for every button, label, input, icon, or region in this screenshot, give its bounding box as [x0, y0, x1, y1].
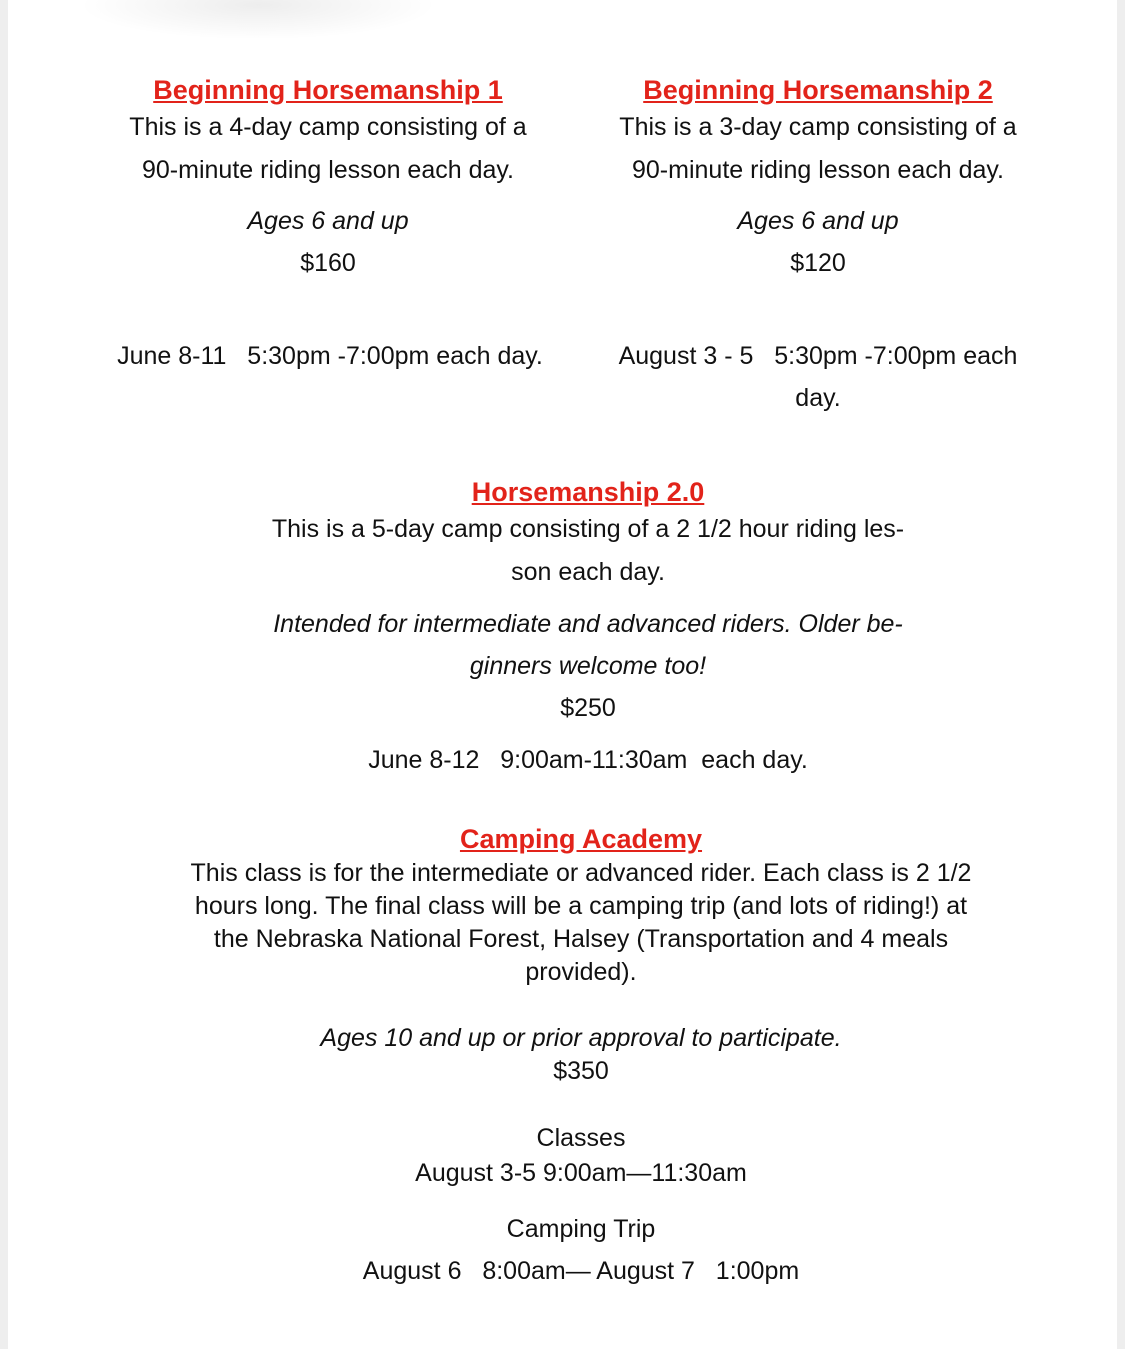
- schedule-text: June 8-12 9:00am-11:30am each day.: [368, 746, 808, 774]
- ages-text: Ages 6 and up: [247, 207, 409, 235]
- beginning-horsemanship-2-section: [568, 72, 1068, 284]
- schedule-text: day.: [795, 384, 841, 412]
- trip-schedule: August 6 8:00am— August 7 1:00pm: [362, 1257, 800, 1285]
- section-title: Camping Academy: [459, 824, 703, 854]
- description-line: This is a 5-day camp consisting of a 2 1/2 hour riding les-: [271, 515, 905, 543]
- classes-schedule: August 3-5 9:00am—11:30am: [415, 1159, 747, 1187]
- section-title: Beginning Horsemanship 1: [153, 75, 503, 105]
- description-line: 90-minute riding lesson each day.: [632, 156, 1004, 184]
- description-line: This class is for the intermediate or advanced rider. Each class is 2 1/2: [190, 859, 972, 887]
- description-line: 90-minute riding lesson each day.: [142, 156, 514, 184]
- camping-academy-section: [128, 821, 1034, 1292]
- description-line: hours long. The final class will be a camping trip (and lots of riding!) at: [194, 892, 968, 920]
- description-line: This is a 3-day camp consisting of a: [619, 113, 1017, 141]
- description-line: the Nebraska National Forest, Halsey (Transportation and 4 meals: [213, 925, 949, 953]
- description-line: provided).: [525, 958, 637, 986]
- schedule-text: August 3 - 5 5:30pm -7:00pm each: [618, 342, 1018, 370]
- intended-text: Intended for intermediate and advanced riders. Older be-: [273, 610, 903, 638]
- horsemanship-2-0-section: [188, 474, 988, 782]
- price-text: $160: [300, 249, 356, 277]
- price-text: $120: [790, 249, 846, 277]
- price-text: $350: [553, 1057, 609, 1085]
- trip-label: Camping Trip: [506, 1215, 656, 1243]
- section-title: Beginning Horsemanship 2: [643, 75, 993, 105]
- beginning-horsemanship-2-schedule: [568, 335, 1068, 419]
- description-line: son each day.: [511, 558, 665, 586]
- classes-label: Classes: [536, 1124, 626, 1152]
- price-text: $250: [560, 694, 616, 722]
- schedule-text: June 8-11 5:30pm -7:00pm each day.: [117, 342, 543, 370]
- page-shadow: [78, 0, 438, 40]
- beginning-horsemanship-1-section: [78, 72, 578, 284]
- ages-text: Ages 10 and up or prior approval to participate.: [320, 1024, 842, 1052]
- description-line: This is a 4-day camp consisting of a: [129, 113, 527, 141]
- ages-text: Ages 6 and up: [737, 207, 899, 235]
- section-title: Horsemanship 2.0: [471, 477, 705, 507]
- beginning-horsemanship-1-schedule: [80, 335, 580, 378]
- document-page: [8, 0, 1117, 1349]
- intended-text: ginners welcome too!: [469, 652, 707, 680]
